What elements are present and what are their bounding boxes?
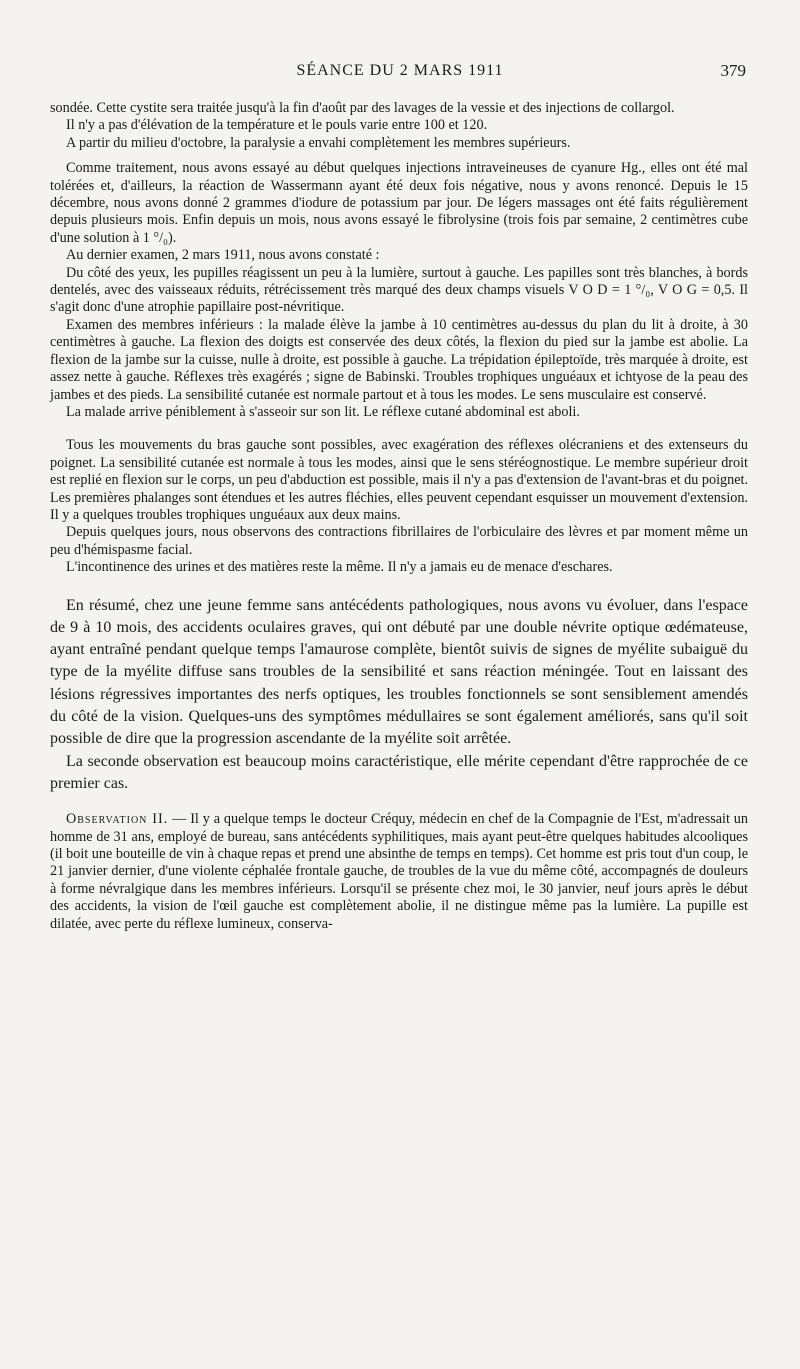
paragraph: Du côté des yeux, les pupilles réagissent un peu à la lumière, surtout à gauche. Les papilles sont très blanches, à bords dentelés, avec des vaisseaux réduits, rétrécissement très marqué des deux champs visuels V O D = 1 °/₀, V O G = 0,5. Il s'agit donc d'une atrophie papillaire post-névritique. (50, 264, 748, 316)
observation-text: — Il y a quelque temps le docteur Créquy, médecin en chef de la Compagnie de l'Est, m'adressait un homme de 31 ans, employé de bureau, sans antécédents syphilitiques, mais ayant peut-être quelques habitudes alcooliques (il boit une bouteille de vin à chaque repas et prend une absinthe de temps en temps). Cet homme est pris tout d'un coup, le 21 janvier dernier, d'une violente céphalée frontale gauche, de troubles de la vue du même côté, accompagnés de douleurs à forme névralgique dans les membres inférieurs. Lorsqu'il se présente chez moi, le 30 janvier, neuf jours après le début des accidents, la vision de l'œil gauche est complètement abolie, il ne distingue même pas la lumière. La pupille est dilatée, avec perte du réflexe lumineux, conserva- (50, 811, 748, 932)
header-title: SÉANCE DU 2 MARS 1911 (296, 62, 504, 79)
paragraph: Au dernier examen, 2 mars 1911, nous avons constaté : (66, 247, 380, 264)
paragraph: A partir du milieu d'octobre, la paralysie a envahi complètement les membres supérieurs. (66, 134, 571, 151)
body-text (50, 100, 748, 933)
observation-paragraph (50, 811, 748, 933)
paragraph: sondée. Cette cystite sera traitée jusqu'à la fin d'août par des lavages de la vessie et des injections de collargol. (50, 100, 675, 116)
paragraph: Il n'y a pas d'élévation de la température et le pouls varie entre 100 et 120. (66, 117, 488, 134)
paragraph: En résumé, chez une jeune femme sans antécédents pathologiques, nous avons vu évoluer, dans l'espace de 9 à 10 mois, des accidents oculaires graves, qui ont débuté par une double névrite optique œdémateuse, ayant entraîné pendant quelque temps l'amaurose complète, bientôt suivis de signes de myélite subaiguë du type de la myélite diffuse sans troubles de la sensibilité et sans réaction méningée. Tout en laissant des lésions régressives importantes des nerfs optiques, les troubles fonctionnels se sont sensiblement amendés du côté de la vision. Quelques-uns des symptômes médullaires se sont également améliorés, sans qu'il soit possible de dire que la progression ascendante de la myélite soit arrêtée. (50, 596, 748, 748)
summary-section (50, 595, 748, 796)
paragraph: Examen des membres inférieurs : la malade élève la jambe à 10 centimètres au-dessus du plan du lit à droite, à 30 centimètres à gauche. La flexion des doigts est conservée des deux côtés, la flexion du pied sur la jambe est abolie. La flexion de la jambe sur la cuisse, nulle à droite, est possible à gauche. La trépidation épileptoïde, très marquée à droite, est assez nette à gauche. Réflexes très exagérés ; signe de Babinski. Troubles trophiques unguéaux et ichtyose de la peau des jambes et des pieds. La sensibilité cutanée est normale partout et à tous les modes. Le sens musculaire est conservé. (50, 316, 748, 403)
observation-label: Observation II. (66, 811, 169, 828)
page-number: 379 (720, 61, 746, 80)
paragraph: L'incontinence des urines et des matières reste la même. Il n'y a jamais eu de menace d'eschares. (66, 559, 613, 576)
paragraph: La seconde observation est beaucoup moins caractéristique, elle mérite cependant d'être rapprochée de ce premier cas. (50, 752, 748, 792)
paragraph: Comme traitement, nous avons essayé au début quelques injections intraveineuses de cyanure Hg., elles ont été mal tolérées et, d'ailleurs, la réaction de Wassermann ayant été deux fois négative, nous y avons renoncé. Depuis le 15 décembre, nous avons donné 2 grammes d'iodure de potassium par jour. De légers massages ont été faits régulièrement depuis plusieurs mois. Enfin depuis un mois, nous avons essayé le fibrolysine (trois fois par semaine, 2 centimètres cube d'une solution à 1 °/₀). (50, 160, 748, 246)
paragraph: Depuis quelques jours, nous observons des contractions fibrillaires de l'orbiculaire des lèvres et par moment même un peu d'hémispasme facial. (50, 524, 748, 558)
paragraph: Tous les mouvements du bras gauche sont possibles, avec exagération des réflexes olécraniens et des extenseurs du poignet. La sensibilité cutanée est normale à tous les modes, ainsi que le sens stéréognostique. Le membre supérieur droit est replié en flexion sur le corps, un peu d'abduction est possible, mais il n'y a pas d'extension de l'avant-bras et du poignet. Les premières phalanges sont étendues et les autres fléchies, elles peuvent cependant esquisser un mouvement d'extension. Il y a quelques troubles trophiques unguéaux aux deux mains. (50, 437, 748, 523)
paragraph: La malade arrive péniblement à s'asseoir sur son lit. Le réflexe cutané abdominal est aboli. (66, 403, 580, 420)
running-header (50, 60, 750, 84)
